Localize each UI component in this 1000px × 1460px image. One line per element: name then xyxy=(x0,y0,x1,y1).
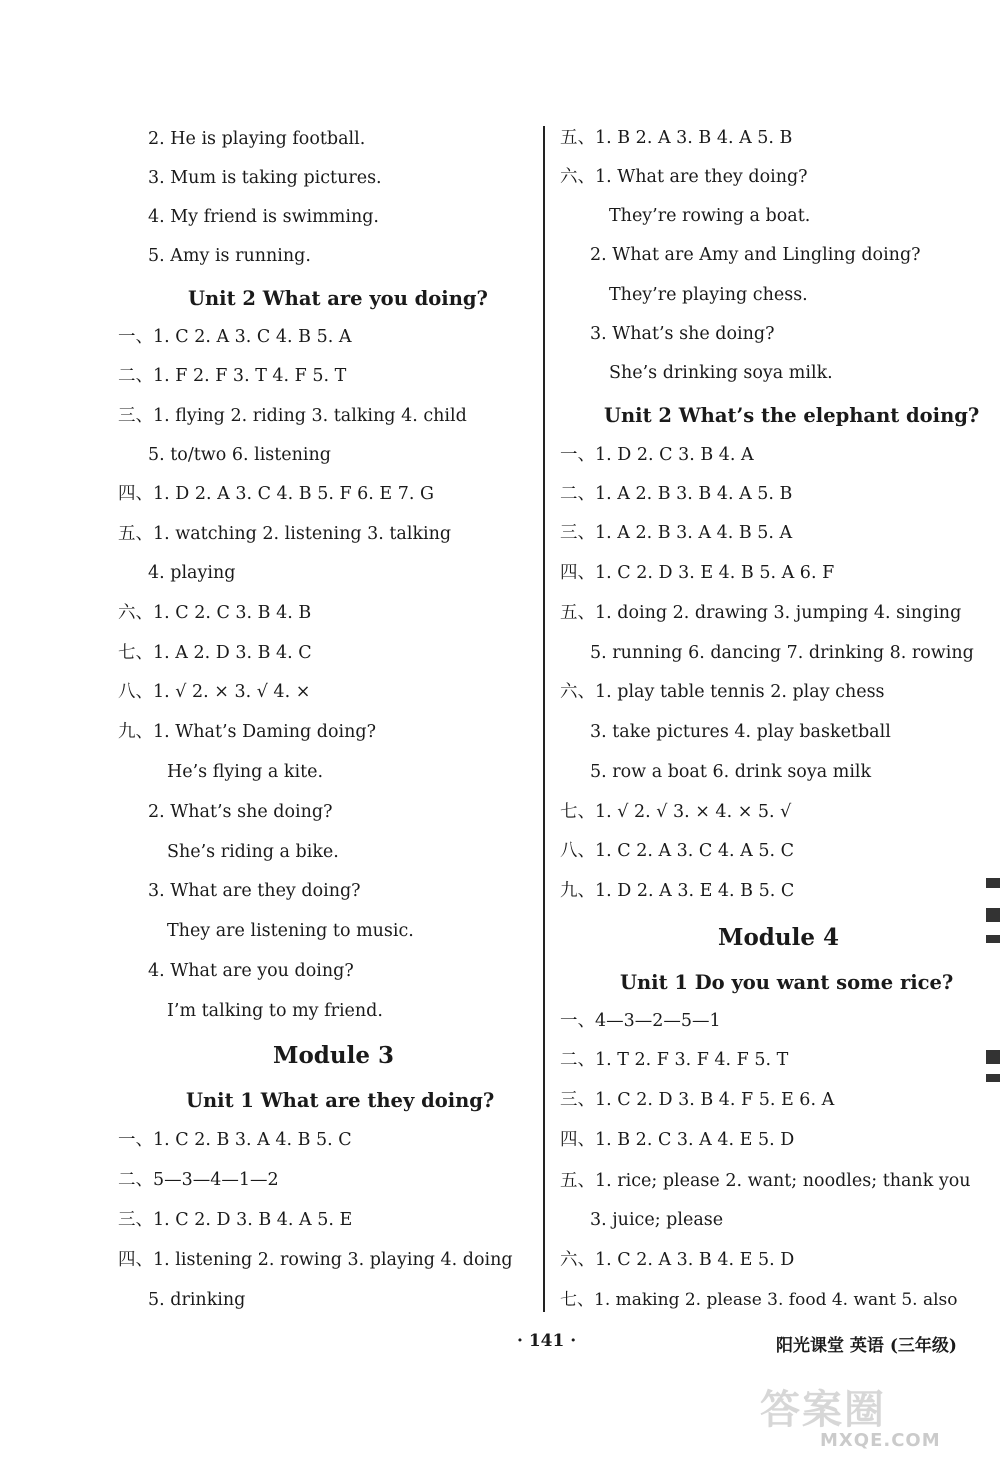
page-edge-mark xyxy=(986,1050,1000,1064)
answer-line: 3. Mum is taking pictures. xyxy=(148,168,382,188)
answer-line: 二、1. F 2. F 3. T 4. F 5. T xyxy=(118,366,347,386)
answer-line: 五、1. watching 2. listening 3. talking xyxy=(118,524,452,544)
answer-line: 4. My friend is swimming. xyxy=(148,207,379,227)
answer-line: 八、1. C 2. A 3. C 4. A 5. C xyxy=(560,841,794,861)
answer-line: 四、1. listening 2. rowing 3. playing 4. doing xyxy=(118,1250,513,1270)
answer-line: 二、1. A 2. B 3. B 4. A 5. B xyxy=(560,484,793,504)
answer-line: 2. What’s she doing? xyxy=(148,802,333,822)
page-edge-mark xyxy=(986,1074,1000,1082)
answer-line: 三、1. flying 2. riding 3. talking 4. child xyxy=(118,406,467,426)
answer-line: 六、1. play table tennis 2. play chess xyxy=(560,682,885,702)
unit-heading: Unit 2 What’s the elephant doing? xyxy=(604,404,980,427)
page-edge-mark xyxy=(986,908,1000,922)
answer-line: They are listening to music. xyxy=(167,921,414,941)
answer-line: 九、1. D 2. A 3. E 4. B 5. C xyxy=(560,881,795,901)
answer-line: 四、1. D 2. A 3. C 4. B 5. F 6. E 7. G xyxy=(118,484,435,504)
answer-line: 三、1. A 2. B 3. A 4. B 5. A xyxy=(560,523,793,543)
answer-line: 七、1. √ 2. √ 3. × 4. × 5. √ xyxy=(560,802,792,822)
answer-line: 五、1. B 2. A 3. B 4. A 5. B xyxy=(560,128,793,148)
answer-line: She’s riding a bike. xyxy=(167,842,339,862)
page-edge-mark xyxy=(986,935,1000,943)
answer-line: They’re rowing a boat. xyxy=(609,206,811,226)
answer-line: 4. playing xyxy=(148,563,236,583)
answer-line: 一、1. C 2. A 3. C 4. B 5. A xyxy=(118,327,352,347)
answer-line: 2. What are Amy and Lingling doing? xyxy=(590,245,921,265)
answer-line: 5. Amy is running. xyxy=(148,246,311,266)
answer-line: 4. What are you doing? xyxy=(148,961,354,981)
unit-heading: Unit 1 What are they doing? xyxy=(186,1089,495,1112)
answer-line: 2. He is playing football. xyxy=(148,129,366,149)
module-heading: Module 3 xyxy=(273,1042,394,1069)
answer-line: She’s drinking soya milk. xyxy=(609,363,833,383)
answer-line: 3. What’s she doing? xyxy=(590,324,775,344)
answer-line: 七、1. making 2. please 3. food 4. want 5. also xyxy=(560,1290,958,1310)
answer-line: I’m talking to my friend. xyxy=(167,1001,383,1021)
answer-line: 五、1. doing 2. drawing 3. jumping 4. singing xyxy=(560,603,962,623)
answer-line: 5. row a boat 6. drink soya milk xyxy=(590,762,872,782)
answer-line: 六、1. C 2. C 3. B 4. B xyxy=(118,603,312,623)
answer-line: 3. take pictures 4. play basketball xyxy=(590,722,891,742)
answer-line: He’s flying a kite. xyxy=(167,762,324,782)
answer-line: 四、1. B 2. C 3. A 4. E 5. D xyxy=(560,1130,795,1150)
watermark-logo: 答案圈 xyxy=(760,1387,886,1433)
watermark-url: MXQE.COM xyxy=(820,1430,941,1451)
page-number: · 141 · xyxy=(517,1331,577,1351)
answer-line: 三、1. C 2. D 3. B 4. A 5. E xyxy=(118,1210,353,1230)
answer-line: 5. to/two 6. listening xyxy=(148,445,331,465)
unit-heading: Unit 2 What are you doing? xyxy=(188,287,488,310)
answer-line: 一、4—3—2—5—1 xyxy=(560,1011,721,1031)
answer-line: 六、1. What are they doing? xyxy=(560,167,808,187)
module-heading: Module 4 xyxy=(718,924,839,951)
answer-line: 5. running 6. dancing 7. drinking 8. rowing xyxy=(590,643,974,663)
page-edge-mark xyxy=(986,878,1000,888)
answer-line: 七、1. A 2. D 3. B 4. C xyxy=(118,643,312,663)
answer-line: 一、1. C 2. B 3. A 4. B 5. C xyxy=(118,1130,352,1150)
answer-line: 五、1. rice; please 2. want; noodles; thank you xyxy=(560,1171,971,1191)
answer-line: They’re playing chess. xyxy=(609,285,808,305)
column-divider xyxy=(543,126,545,1312)
answer-line: 一、1. D 2. C 3. B 4. A xyxy=(560,445,754,465)
answer-line: 九、1. What’s Daming doing? xyxy=(118,722,376,742)
unit-heading: Unit 1 Do you want some rice? xyxy=(620,971,954,994)
book-title-footer: 阳光课堂 英语 (三年级) xyxy=(776,1336,957,1356)
answer-line: 5. drinking xyxy=(148,1290,246,1310)
answer-line: 二、5—3—4—1—2 xyxy=(118,1170,279,1190)
answer-line: 六、1. C 2. A 3. B 4. E 5. D xyxy=(560,1250,795,1270)
answer-line: 3. What are they doing? xyxy=(148,881,361,901)
answer-line: 3. juice; please xyxy=(590,1210,724,1230)
answer-line: 八、1. √ 2. × 3. √ 4. × xyxy=(118,682,311,702)
answer-line: 三、1. C 2. D 3. B 4. F 5. E 6. A xyxy=(560,1090,835,1110)
answer-line: 二、1. T 2. F 3. F 4. F 5. T xyxy=(560,1050,789,1070)
answer-line: 四、1. C 2. D 3. E 4. B 5. A 6. F xyxy=(560,563,835,583)
